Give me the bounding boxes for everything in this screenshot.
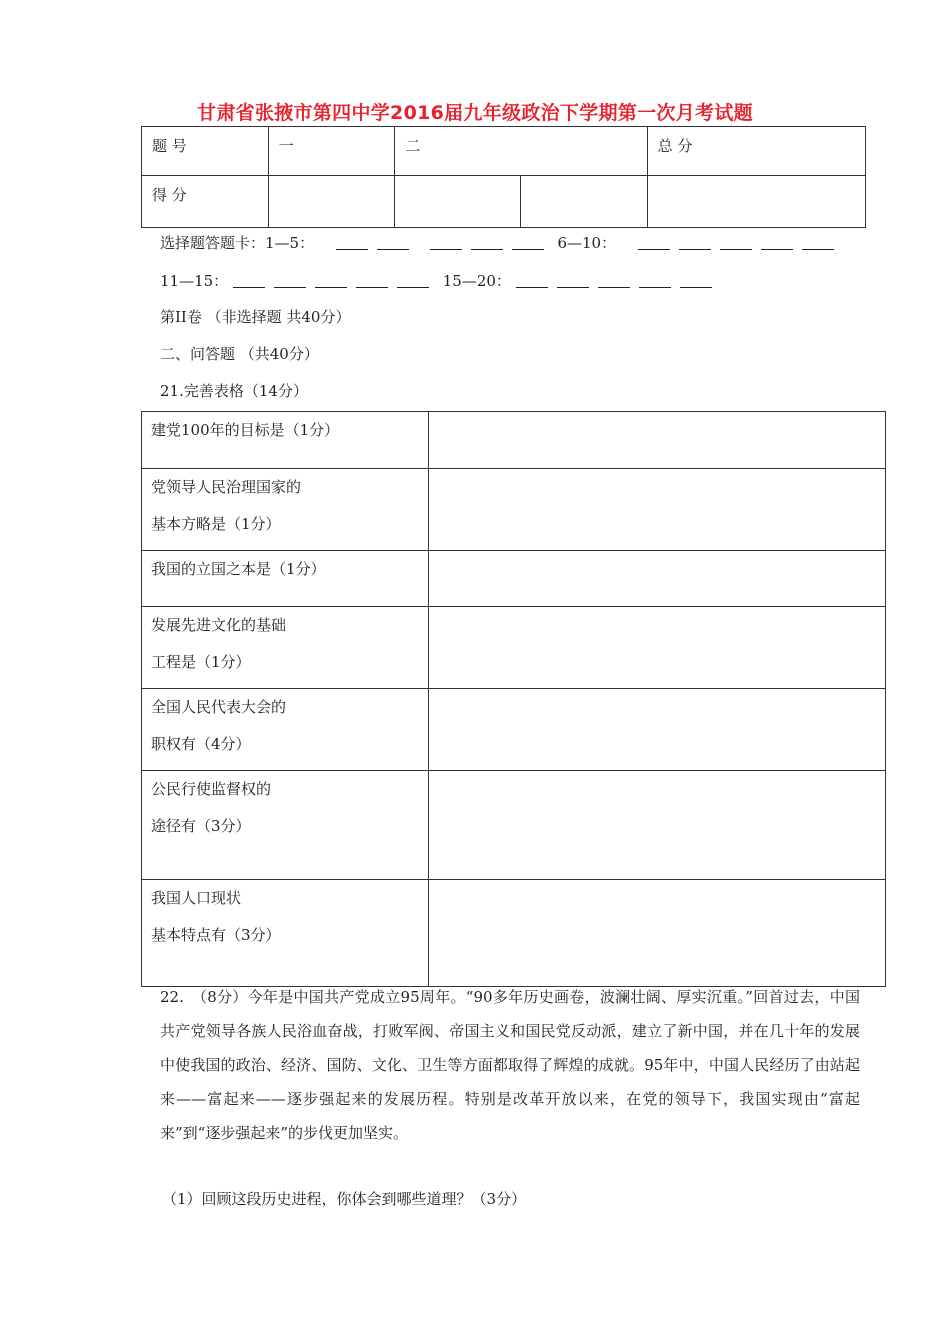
answer-card-line-2 bbox=[160, 270, 721, 291]
row-question: 公民行使监督权的 途径有（3分） bbox=[142, 771, 429, 880]
row-answer-cell[interactable] bbox=[429, 880, 886, 987]
score-cell-part2: 二 bbox=[395, 127, 647, 176]
row-question: 建党100年的目标是（1分） bbox=[142, 412, 429, 469]
answer-blank[interactable] bbox=[315, 273, 347, 288]
answer-blank[interactable] bbox=[680, 273, 712, 288]
score-cell-empty[interactable] bbox=[647, 176, 865, 228]
table-row bbox=[142, 607, 886, 689]
answer-blank[interactable] bbox=[516, 273, 548, 288]
answer-blank[interactable] bbox=[397, 273, 429, 288]
row-answer-cell[interactable] bbox=[429, 551, 886, 607]
answer-blank[interactable] bbox=[639, 273, 671, 288]
score-cell-score-label: 得 分 bbox=[142, 176, 269, 228]
answer-blank[interactable] bbox=[356, 273, 388, 288]
answer-blank[interactable] bbox=[274, 273, 306, 288]
score-header-row bbox=[142, 127, 866, 176]
answer-blank[interactable] bbox=[720, 235, 752, 250]
question-22-text: 22. （8分）今年是中国共产党成立95周年。“90多年历史画卷，波澜壮阔、厚实沉重。”回首过去，中国共产党领导各族人民浴血奋战，打败军阀、帝国主义和国民党反动派，建立了新中国，并在几十年的发展中使我国的政治、经济、国防、文化、卫生等方面都取得了辉煌的成就。95年中，中国人民经历了由站起来——富起来——逐步强起来的发展历程。特别是改革开放以来，在党的领导下，我国实现由“富起来”到“逐步强起来”的步伐更加坚实。 bbox=[160, 988, 860, 1142]
table-row bbox=[142, 551, 886, 607]
row-answer-cell[interactable] bbox=[429, 469, 886, 551]
answer-blank[interactable] bbox=[512, 235, 544, 250]
row-answer-cell[interactable] bbox=[429, 689, 886, 771]
answer-range-label: 11—15： bbox=[160, 272, 229, 290]
table-row bbox=[142, 469, 886, 551]
answer-card-line-1 bbox=[160, 232, 843, 253]
answer-range-label: 1—5： bbox=[265, 234, 315, 252]
score-cell-label: 题 号 bbox=[142, 127, 269, 176]
answer-range-label: 6—10： bbox=[557, 234, 617, 252]
question-22-sub-1: （1）回顾这段历史进程，你体会到哪些道理？（3分） bbox=[162, 1190, 527, 1208]
question-21-table bbox=[141, 411, 886, 987]
answer-blank[interactable] bbox=[557, 273, 589, 288]
score-cell-empty[interactable] bbox=[395, 176, 521, 228]
answer-blank[interactable] bbox=[679, 235, 711, 250]
row-question: 我国人口现状 基本特点有（3分） bbox=[142, 880, 429, 987]
answer-blank[interactable] bbox=[377, 235, 409, 250]
score-cell-empty[interactable] bbox=[521, 176, 647, 228]
row-question: 党领导人民治理国家的 基本方略是（1分） bbox=[142, 469, 429, 551]
row-question: 全国人民代表大会的 职权有（4分） bbox=[142, 689, 429, 771]
question-22 bbox=[160, 980, 860, 1150]
answer-blank[interactable] bbox=[430, 235, 462, 250]
table-row bbox=[142, 689, 886, 771]
row-answer-cell[interactable] bbox=[429, 412, 886, 469]
answer-card-label: 选择题答题卡： bbox=[160, 234, 266, 252]
row-answer-cell[interactable] bbox=[429, 771, 886, 880]
answer-blank[interactable] bbox=[233, 273, 265, 288]
table-row bbox=[142, 412, 886, 469]
answer-blank[interactable] bbox=[336, 235, 368, 250]
score-table bbox=[141, 126, 866, 228]
answer-blank[interactable] bbox=[802, 235, 834, 250]
score-cell-part1: 一 bbox=[268, 127, 395, 176]
answer-range-label: 15—20： bbox=[442, 272, 511, 290]
table-row bbox=[142, 880, 886, 987]
table-row bbox=[142, 771, 886, 880]
score-cell-total: 总 分 bbox=[647, 127, 865, 176]
score-value-row bbox=[142, 176, 866, 228]
score-cell-empty[interactable] bbox=[268, 176, 395, 228]
question-21-heading: 21.完善表格（14分） bbox=[160, 382, 308, 400]
row-question: 发展先进文化的基础 工程是（1分） bbox=[142, 607, 429, 689]
answer-blank[interactable] bbox=[761, 235, 793, 250]
row-answer-cell[interactable] bbox=[429, 607, 886, 689]
answer-blank[interactable] bbox=[638, 235, 670, 250]
answer-blank[interactable] bbox=[598, 273, 630, 288]
page-title: 甘肃省张掖市第四中学2016届九年级政治下学期第一次月考试题 bbox=[197, 102, 753, 124]
section-heading: 二、问答题 （共40分） bbox=[160, 345, 319, 363]
row-question: 我国的立国之本是（1分） bbox=[142, 551, 429, 607]
answer-blank[interactable] bbox=[471, 235, 503, 250]
section-volume: 第II卷 （非选择题 共40分） bbox=[160, 308, 351, 326]
